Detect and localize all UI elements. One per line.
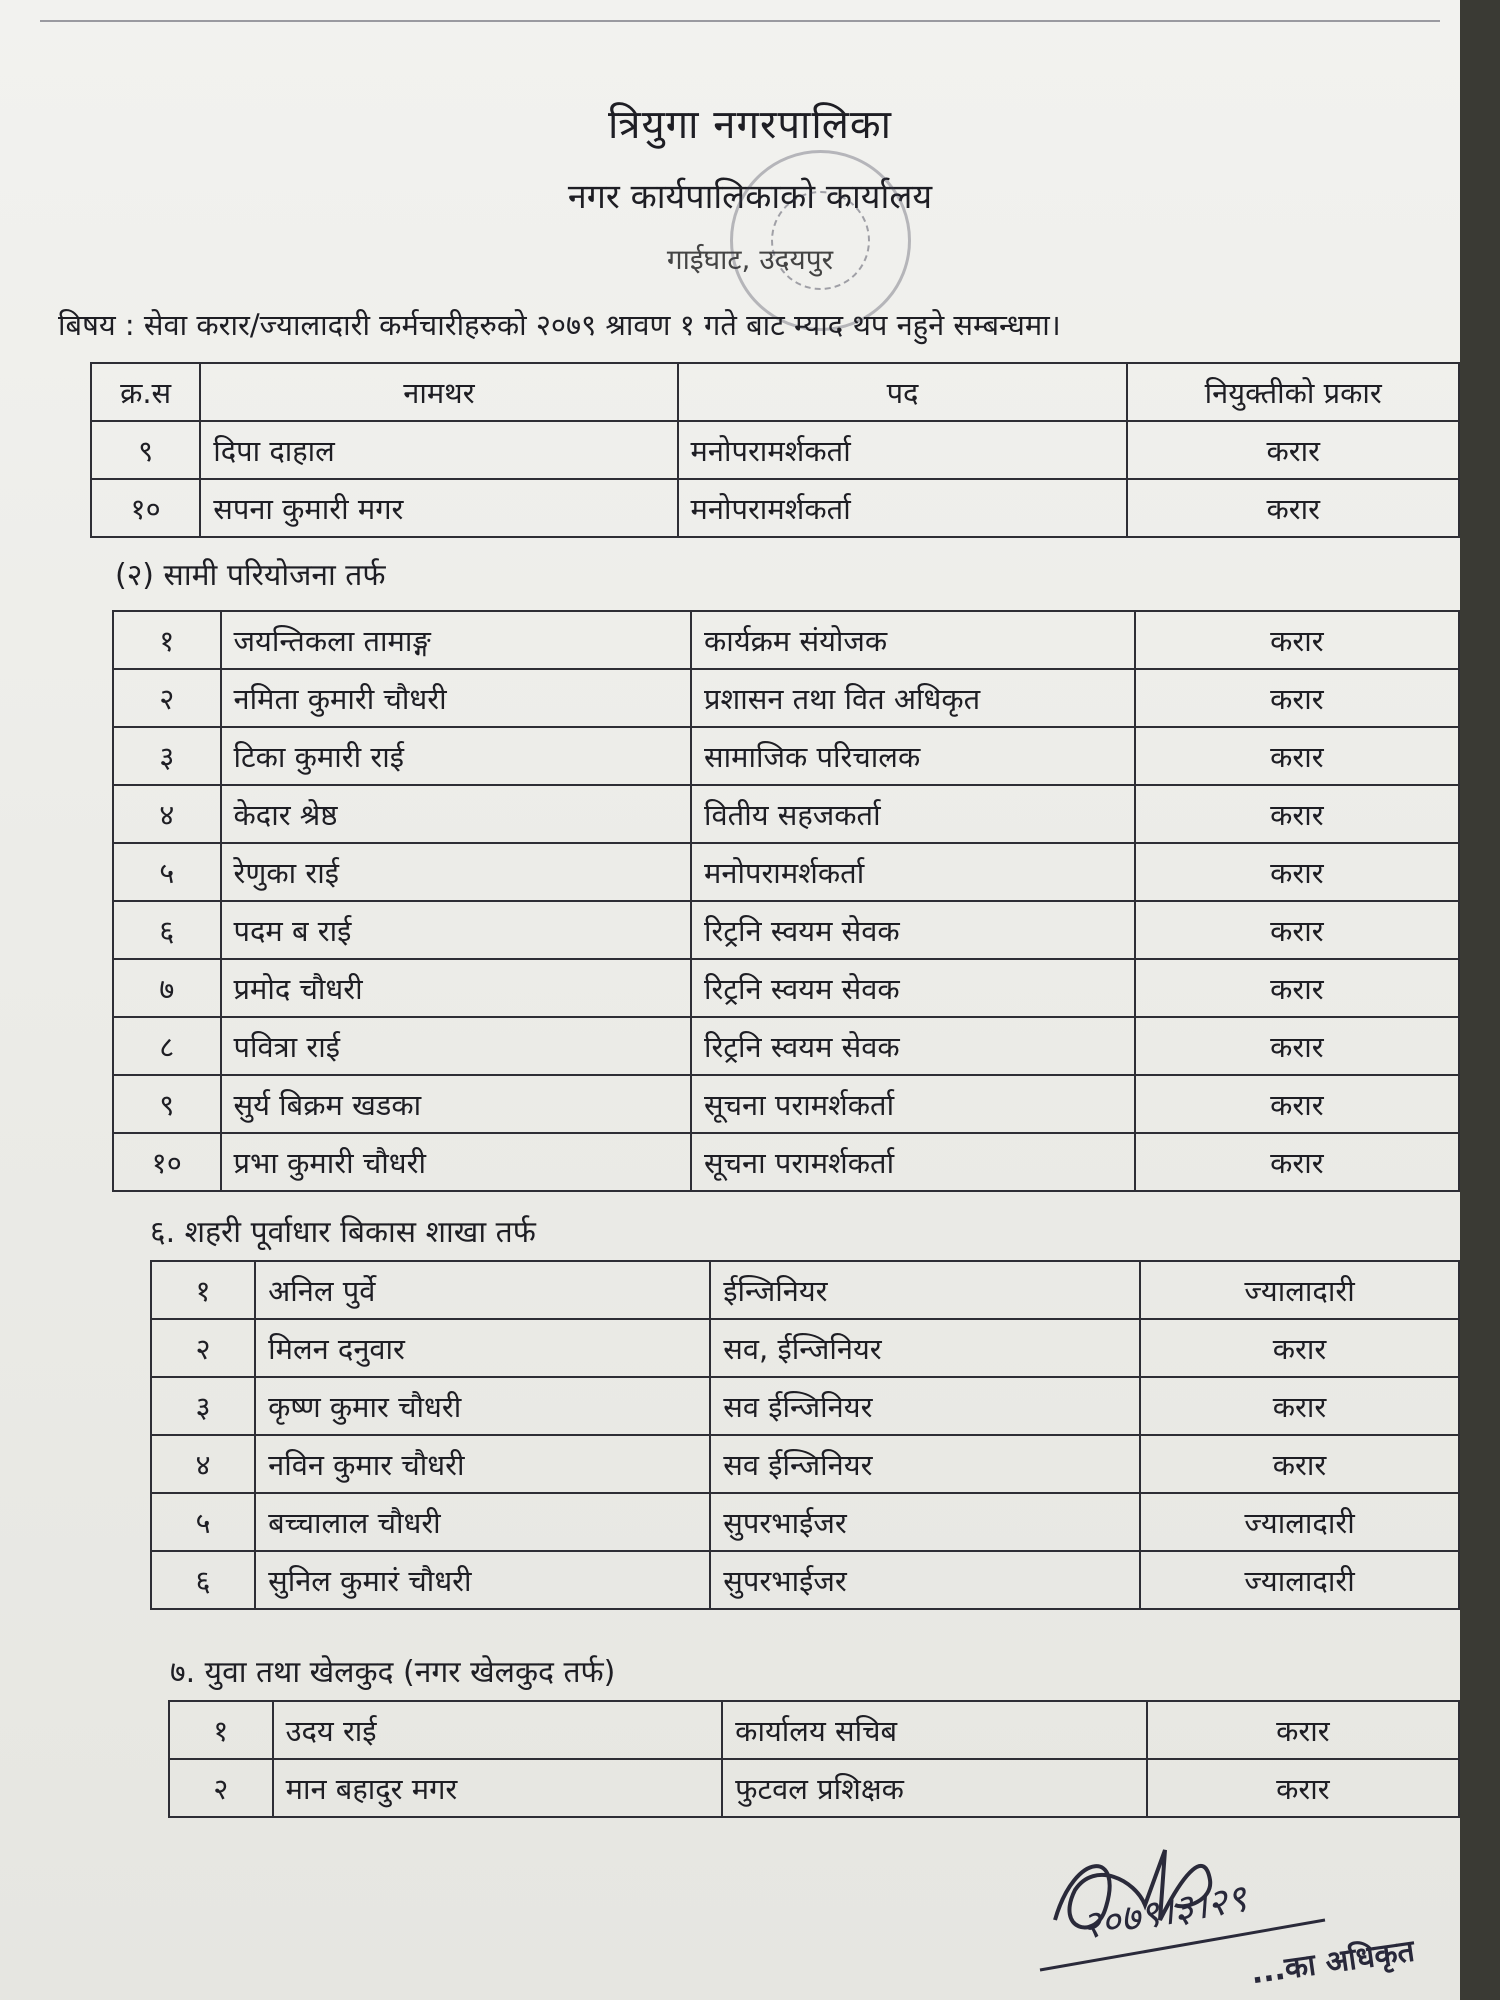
serial-number-cell: १० xyxy=(91,479,200,537)
serial-number-cell: ८ xyxy=(113,1017,221,1075)
table-row xyxy=(113,1075,1459,1133)
name-cell: पवित्रा राई xyxy=(221,1017,692,1075)
post-cell: ईन्जिनियर xyxy=(710,1261,1140,1319)
appointment-type-cell: ज्यालादारी xyxy=(1140,1261,1459,1319)
post-cell: सुपरभाईजर xyxy=(710,1551,1140,1609)
col-header-post: पद xyxy=(678,363,1128,421)
serial-number-cell: ९ xyxy=(113,1075,221,1133)
appointment-type-cell: करार xyxy=(1127,421,1459,479)
table-row xyxy=(113,959,1459,1017)
appointment-type-cell: करार xyxy=(1135,1133,1459,1191)
post-cell: रिट्रनि स्वयम सेवक xyxy=(691,959,1135,1017)
table-row xyxy=(113,1017,1459,1075)
table-row xyxy=(151,1261,1459,1319)
table-row xyxy=(113,727,1459,785)
signature-date: २०७९।३।२९ xyxy=(1077,1875,1250,1949)
table-row xyxy=(91,479,1459,537)
serial-number-cell: १ xyxy=(151,1261,255,1319)
table-row xyxy=(151,1493,1459,1551)
appointment-type-cell: करार xyxy=(1135,901,1459,959)
table-section-b xyxy=(112,610,1460,1192)
section-title-youth-sports: ७. युवा तथा खेलकुद (नगर खेलकुद तर्फ) xyxy=(170,1655,616,1690)
subject-line: बिषय : सेवा करार/ज्यालादारी कर्मचारीहरुको २०७९ श्रावण १ गते बाट म्याद थप नहुने सम्बन्धमा। xyxy=(58,308,1061,342)
name-cell: उदय राई xyxy=(273,1701,723,1759)
serial-number-cell: ३ xyxy=(151,1377,255,1435)
table-row xyxy=(151,1435,1459,1493)
serial-number-cell: ६ xyxy=(113,901,221,959)
post-cell: वितीय सहजकर्ता xyxy=(691,785,1135,843)
name-cell: बच्चालाल चौधरी xyxy=(255,1493,710,1551)
serial-number-cell: ७ xyxy=(113,959,221,1017)
name-cell: अनिल पुर्वे xyxy=(255,1261,710,1319)
office-title: नगर कार्यपालिकाको कार्यालय xyxy=(567,177,933,217)
post-cell: कार्यक्रम संयोजक xyxy=(691,611,1135,669)
name-cell: नमिता कुमारी चौधरी xyxy=(221,669,692,727)
table-section-d xyxy=(168,1700,1460,1818)
name-cell: कृष्ण कुमार चौधरी xyxy=(255,1377,710,1435)
appointment-type-cell: करार xyxy=(1135,1017,1459,1075)
table-row xyxy=(113,785,1459,843)
name-cell: प्रमोद चौधरी xyxy=(221,959,692,1017)
serial-number-cell: ५ xyxy=(151,1493,255,1551)
serial-number-cell: ४ xyxy=(151,1435,255,1493)
col-header-type: नियुक्तीको प्रकार xyxy=(1127,363,1459,421)
table-section-c xyxy=(150,1260,1460,1610)
name-cell: केदार श्रेष्ठ xyxy=(221,785,692,843)
post-cell: रिट्रनि स्वयम सेवक xyxy=(691,901,1135,959)
serial-number-cell: २ xyxy=(169,1759,273,1817)
post-cell: प्रशासन तथा वित अधिकृत xyxy=(691,669,1135,727)
table-header-row xyxy=(91,363,1459,421)
table-section-a xyxy=(90,362,1460,538)
table-row xyxy=(169,1701,1459,1759)
post-cell: सूचना परामर्शकर्ता xyxy=(691,1133,1135,1191)
serial-number-cell: २ xyxy=(151,1319,255,1377)
post-cell: मनोपरामर्शकर्ता xyxy=(691,843,1135,901)
appointment-type-cell: करार xyxy=(1147,1759,1459,1817)
serial-number-cell: १ xyxy=(169,1701,273,1759)
table-row xyxy=(151,1377,1459,1435)
name-cell: टिका कुमारी राई xyxy=(221,727,692,785)
table-row xyxy=(113,611,1459,669)
appointment-type-cell: करार xyxy=(1127,479,1459,537)
appointment-type-cell: करार xyxy=(1140,1319,1459,1377)
table-row xyxy=(113,669,1459,727)
top-rule xyxy=(40,20,1440,22)
post-cell: कार्यालय सचिब xyxy=(722,1701,1147,1759)
name-cell: रेणुका राई xyxy=(221,843,692,901)
post-cell: सव ईन्जिनियर xyxy=(710,1377,1140,1435)
appointment-type-cell: करार xyxy=(1147,1701,1459,1759)
post-cell: रिट्रनि स्वयम सेवक xyxy=(691,1017,1135,1075)
post-cell: सव ईन्जिनियर xyxy=(710,1435,1140,1493)
appointment-type-cell: करार xyxy=(1135,727,1459,785)
appointment-type-cell: करार xyxy=(1140,1435,1459,1493)
name-cell: सुनिल कुमारं चौधरी xyxy=(255,1551,710,1609)
appointment-type-cell: करार xyxy=(1135,843,1459,901)
serial-number-cell: २ xyxy=(113,669,221,727)
table-row xyxy=(151,1551,1459,1609)
appointment-type-cell: करार xyxy=(1135,669,1459,727)
name-cell: प्रभा कुमारी चौधरी xyxy=(221,1133,692,1191)
name-cell: मान बहादुर मगर xyxy=(273,1759,723,1817)
name-cell: सपना कुमारी मगर xyxy=(200,479,677,537)
name-cell: पदम ब राई xyxy=(221,901,692,959)
name-cell: जयन्तिकला तामाङ्ग xyxy=(221,611,692,669)
post-cell: सूचना परामर्शकर्ता xyxy=(691,1075,1135,1133)
section-title-infrastructure: ६. शहरी पूर्वाधार बिकास शाखा तर्फ xyxy=(150,1215,536,1250)
table-row xyxy=(169,1759,1459,1817)
table-row xyxy=(91,421,1459,479)
appointment-type-cell: करार xyxy=(1135,611,1459,669)
serial-number-cell: ३ xyxy=(113,727,221,785)
table-row xyxy=(113,1133,1459,1191)
table-row xyxy=(113,843,1459,901)
table-row xyxy=(113,901,1459,959)
serial-number-cell: ६ xyxy=(151,1551,255,1609)
table-row xyxy=(151,1319,1459,1377)
section-title-sami: (२) सामी परियोजना तर्फ xyxy=(115,558,386,593)
serial-number-cell: १ xyxy=(113,611,221,669)
signatory-title: ...का अधिकृत xyxy=(1248,1933,1417,1992)
appointment-type-cell: करार xyxy=(1135,1075,1459,1133)
post-cell: मनोपरामर्शकर्ता xyxy=(678,479,1128,537)
appointment-type-cell: करार xyxy=(1135,959,1459,1017)
name-cell: दिपा दाहाल xyxy=(200,421,677,479)
post-cell: मनोपरामर्शकर्ता xyxy=(678,421,1128,479)
post-cell: सामाजिक परिचालक xyxy=(691,727,1135,785)
serial-number-cell: ५ xyxy=(113,843,221,901)
office-seal-stamp xyxy=(730,150,911,331)
post-cell: सव, ईन्जिनियर xyxy=(710,1319,1140,1377)
municipality-title: त्रियुगा नगरपालिका xyxy=(608,102,892,148)
name-cell: मिलन दनुवार xyxy=(255,1319,710,1377)
name-cell: नविन कुमार चौधरी xyxy=(255,1435,710,1493)
name-cell: सुर्य बिक्रम खडका xyxy=(221,1075,692,1133)
serial-number-cell: ४ xyxy=(113,785,221,843)
appointment-type-cell: ज्यालादारी xyxy=(1140,1551,1459,1609)
serial-number-cell: १० xyxy=(113,1133,221,1191)
office-location: गाईघाट, उदयपुर xyxy=(666,243,834,276)
col-header-name: नामथर xyxy=(200,363,677,421)
appointment-type-cell: करार xyxy=(1140,1377,1459,1435)
col-header-sn: क्र.स xyxy=(91,363,200,421)
post-cell: सुपरभाईजर xyxy=(710,1493,1140,1551)
appointment-type-cell: ज्यालादारी xyxy=(1140,1493,1459,1551)
post-cell: फुटवल प्रशिक्षक xyxy=(722,1759,1147,1817)
serial-number-cell: ९ xyxy=(91,421,200,479)
appointment-type-cell: करार xyxy=(1135,785,1459,843)
